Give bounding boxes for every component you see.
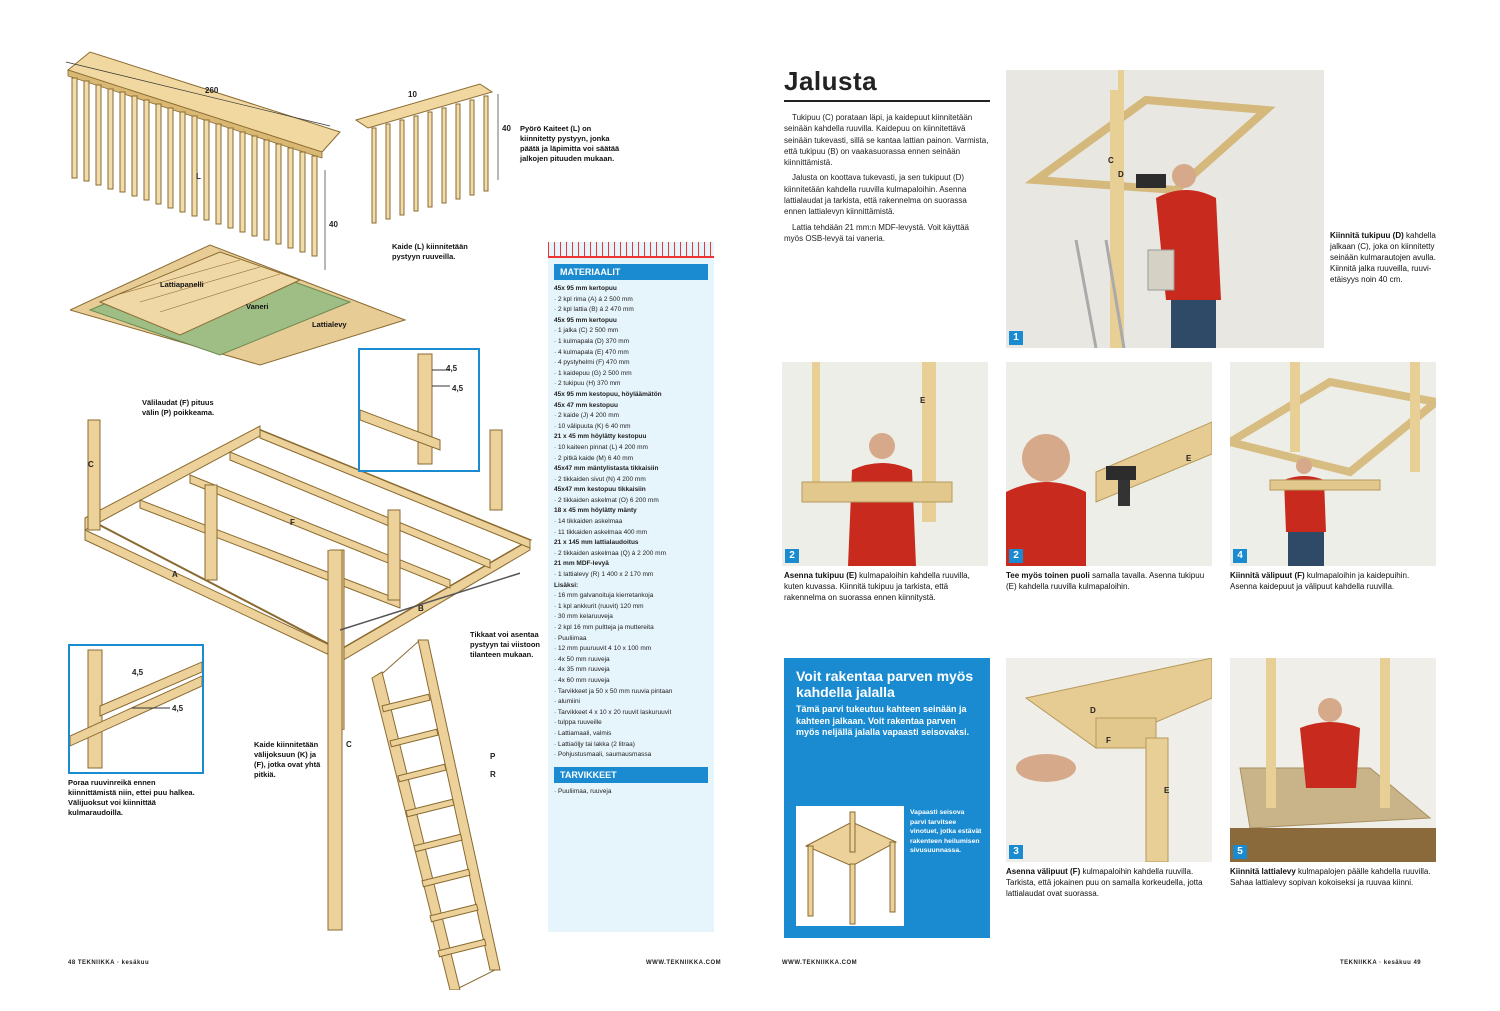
parts-item: · 10 kaiteen pinnat (L) 4 200 mm (554, 443, 648, 451)
parts-item: · 10 välipuuta (K) 6 40 mm (554, 422, 631, 430)
part-letter: B (418, 604, 424, 613)
info-box-title: Voit rakentaa parven myös kahdella jalalla (796, 668, 974, 700)
info-box-illustration (796, 806, 904, 926)
dim-label: 40 (329, 220, 338, 229)
part-letter: L (196, 172, 201, 181)
parts-item: · 2 tikkaiden askelmat (O) 6 200 mm (554, 496, 659, 504)
parts-item: · 12 mm puuruuvit 4 10 x 100 mm (554, 645, 652, 653)
step-caption-bold: Kiinnitä tukipuu (D) (1330, 231, 1404, 240)
parts-item: · 11 tikkaiden askelmaa 400 mm (554, 528, 648, 536)
parts-heading: 21 x 45 mm höylätty kestopuu (554, 433, 647, 441)
parts-heading: 21 x 145 mm lattialaudoitus (554, 539, 639, 547)
parts-heading: Lisäksi: (554, 581, 579, 589)
dim-label: 40 (502, 124, 511, 133)
info-box-note: Vapaasti seisova parvi tarvitsee vinotuet, jotka estävät rakenteen heilumisen sivusuunnassa. (910, 809, 982, 854)
parts-item: · 2 tikkaiden sivut (N) 4 200 mm (554, 475, 646, 483)
step-photo (1230, 362, 1436, 566)
parts-item: · 1 jalka (C) 2 500 mm (554, 327, 619, 335)
parts-heading: 45x47 mm kestopuu tikkaisiin (554, 486, 646, 494)
photo-letter: F (1106, 736, 1111, 745)
railing-note: Pyörö Kaiteet (L) on kiinnitetty pystyyn, jonka päätä ja läpimitta voi säätää jalkojen pituuden mukaan. (520, 124, 620, 163)
frame-note: Välilaudat (F) pituus välin (P) poikkeama. (142, 398, 215, 417)
parts-item: · 30 mm kelaruuveja (554, 613, 613, 621)
photo-letter: D (1090, 706, 1096, 715)
short-railing-illustration (352, 80, 512, 230)
dim-label: 4,5 (132, 668, 144, 677)
step-caption-text: kulmapaloihin ja kaidepuihin. Asenna kaidepuut ja välipuut kahdella ruuvilla. (1230, 571, 1410, 591)
parts-heading: 18 x 45 mm höylätty mänty (554, 507, 637, 515)
step-caption-bold: Kiinnitä lattialevy (1230, 867, 1296, 876)
parts-item: · 4 pystyhelmi (F) 470 mm (554, 359, 630, 367)
part-letter: P (490, 752, 496, 761)
step-photo (1006, 70, 1324, 348)
step-number: 2 (785, 549, 799, 563)
page-title: Jalusta (784, 66, 878, 96)
parts-item: · 1 lattialevy (R) 1 400 x 2 170 mm (554, 571, 654, 579)
step-number: 2 (1009, 549, 1023, 563)
step-caption (784, 570, 990, 603)
paragraph: Jalusta on koottava tukevasti, ja sen tukipuut (D) kiinnitetään kahdella ruuvilla kulmapaloihin. Asenna lattialaudat ja tarkista, että rakennelma on suorassa ennen lattialevyn kiinnittämistä. (784, 173, 967, 217)
detail-box-bottom (68, 644, 204, 774)
parts-item: · 2 tukipuu (H) 370 mm (554, 380, 621, 388)
part-letter: R (490, 770, 496, 779)
floor-label: Lattiapanelli (160, 280, 204, 289)
dim-label: 10 (408, 90, 417, 99)
parts-heading: 45x 95 mm kertopuu (554, 316, 617, 324)
floor-label: Vaneri (246, 302, 269, 311)
parts-item: · Puuliimaa (554, 634, 587, 642)
parts-heading: 45x 47 mm kestopuu (554, 401, 618, 409)
step-number: 1 (1009, 331, 1023, 345)
step-caption (1230, 866, 1436, 888)
footer-url: WWW.TEKNIIKKA.COM (646, 960, 722, 966)
step-caption-bold: Asenna välipuut (F) (1006, 867, 1081, 876)
parts-item: · 4 kulmapala (E) 470 mm (554, 348, 629, 356)
parts-heading: 45x47 mm mäntylistasta tikkaisiin (554, 465, 659, 473)
step-caption-text: kahdella jalkaan (C), joka on kiinnitetty seinään kulmarautojen avulla. Kiinnitä jalka ruuveilla, ruuvi-etäisyys noin 40 cm. (1330, 231, 1436, 284)
parts-item: · 2 kaide (J) 4 200 mm (554, 412, 620, 420)
photo-letter: E (1164, 786, 1170, 795)
step-number: 3 (1009, 845, 1023, 859)
parts-item: · 4x 35 mm ruuveja (554, 666, 610, 674)
dim-label: 4,5 (452, 384, 464, 393)
parts-item: · 2 kpl rima (A) á 2 500 mm (554, 295, 633, 303)
parts-item: · Pohjustusmaali, saumausmassa (554, 751, 652, 759)
paragraph: Lattia tehdään 21 mm:n MDF-levystä. Voit käyttää myös OSB-levyä tai vaneria. (784, 222, 969, 243)
step-photo (1230, 658, 1436, 862)
footer-left: 48 TEKNIIKKA · kesäkuu (68, 960, 150, 966)
parts-heading: 45x 95 mm kertopuu (554, 285, 617, 292)
parts-item: · 1 kpl ankkurit (ruuvit) 120 mm (554, 602, 644, 610)
parts-item: · 2 kpl lattia (B) á 2 470 mm (554, 306, 634, 314)
detail-box-top (358, 348, 480, 472)
joist-note: Poraa ruuvinreikä ennen kiinnittämistä niin, ettei puu halkea. Välijuoksut voi kiinnittää kulmaraudoilla. (68, 778, 195, 817)
info-box (784, 658, 990, 938)
footer-right: TEKNIIKKA · kesäkuu 49 (1340, 960, 1422, 966)
step-caption (1006, 866, 1212, 899)
photo-letter: E (1186, 454, 1192, 463)
parts-item: · Lattiaöljy tai lakka (2 litraa) (554, 740, 635, 748)
parts-item: · 4x 50 mm ruuveja (554, 655, 610, 663)
parts-item: · 2 kpl 16 mm pultteja ja muttereita (554, 624, 654, 631)
ruler-decoration (548, 242, 714, 258)
parts-heading: 21 mm MDF-levyä (554, 560, 609, 568)
part-letter: A (172, 570, 178, 579)
body-text (784, 112, 990, 244)
parts-heading: 45x 95 mm kestopuu, höyläämätön (554, 390, 662, 398)
parts-item: · tulppa ruuveille (554, 719, 602, 727)
step-number: 5 (1233, 845, 1247, 859)
parts-item: · 1 kaidepuu (G) 2 500 mm (554, 369, 632, 377)
parts-item: · 16 mm galvanoituja kierretankoja (554, 592, 654, 600)
parts-item: · Puuliimaa, ruuveja (554, 787, 612, 795)
parts-item: · 2 pitkä kaide (M) 6 40 mm (554, 454, 634, 462)
step-caption (1006, 570, 1212, 592)
step-photo (782, 362, 988, 566)
step-caption (1330, 230, 1436, 285)
part-letter: C (88, 460, 94, 469)
parts-item: · 1 kulmapala (D) 370 mm (554, 337, 630, 345)
parts-title: MATERIAALIT (554, 264, 708, 280)
parts-items (548, 284, 714, 761)
step-photo (1006, 658, 1212, 862)
dim-label: 260 (205, 86, 219, 95)
step-number: 4 (1233, 549, 1247, 563)
photo-letter: C (1108, 156, 1114, 165)
parts-item: · 2 tikkaiden askelmaa (Q) á 2 200 mm (554, 549, 666, 557)
photo-letter: E (920, 396, 926, 405)
part-letter: C (346, 740, 352, 749)
parts-title-2: TARVIKKEET (554, 767, 708, 783)
parts-item: · alumiini (554, 698, 581, 706)
step-caption-text: samalla tavalla. Asenna tukipuu (E) kahdella ruuvilla kulmapaloihin. (1006, 571, 1205, 591)
ladder-mount-note: Kaide kiinnitetään välijoksuun (K) ja (F), jotka ovat yhtä pitkiä. (254, 740, 321, 779)
part-letter: F (290, 518, 295, 527)
parts-item: · Tarvikkeet ja 50 x 50 mm ruuvia pintaan (554, 687, 673, 695)
step-caption (1230, 570, 1436, 592)
step-caption-text: kulmapaloihin kahdella ruuvilla. Tarkista, että jokainen puu on samalla korkeudella, jotta lattialaudat ovat suorassa. (1006, 867, 1203, 898)
step-caption-bold: Tee myös toinen puoli (1006, 571, 1090, 580)
floor-label: Lattialevy (312, 320, 347, 329)
parts-item: · Tarvikkeet 4 x 10 x 20 ruuvit laskuruuvit (554, 708, 672, 716)
footer-url: WWW.TEKNIIKKA.COM (782, 960, 858, 966)
dim-label: 4,5 (446, 364, 458, 373)
info-box-text: Tämä parvi tukeutuu kahteen seinään ja kahteen jalkaan. Voit rakentaa parven myös neljällä jalalla vapaasti seisovaksi. (796, 704, 970, 737)
photo-letter: D (1118, 170, 1124, 179)
paragraph: Tukipuu (C) porataan läpi, ja kaidepuut kiinnitetään seinään kahdella ruuvilla. Kaidepuu on kiinnitettävä seinään tukevasti, sillä se kantaa lattian painon. Varmista, että tukipuu (B) on vaakasuorassa ennen seinään kiinnittämistä. (784, 113, 989, 168)
dim-label: 4,5 (172, 704, 184, 713)
step-photo (1006, 362, 1212, 566)
parts-item: · 14 tikkaiden askelmaa (554, 518, 623, 526)
parts-list (548, 242, 714, 932)
parts-item: · 4x 60 mm ruuveja (554, 676, 610, 684)
step-caption-bold: Kiinnitä välipuut (F) (1230, 571, 1305, 580)
ladder-note: Tikkaat voi asentaa pystyyn tai viistoon tilanteen mukaan. (470, 630, 541, 659)
step-caption-text: kulmapalojen päälle kahdella ruuvilla. Sahaa lattialevy sopivan kokoiseksi ja ruuvaa kiinni. (1230, 867, 1431, 887)
title-rule (784, 100, 990, 102)
parts-item: · Lattiamaali, valmis (554, 729, 612, 737)
base-note: Kaide (L) kiinnitetään pystyyn ruuveilla. (392, 242, 468, 261)
step-caption-text: kulmapaloihin kahdella ruuvilla, kuten kuvassa. Kiinnitä tukipuu ja tarkista, että rakennelma on suorassa ennen kiinnitystä. (784, 571, 970, 602)
step-caption-bold: Asenna tukipuu (E) (784, 571, 857, 580)
